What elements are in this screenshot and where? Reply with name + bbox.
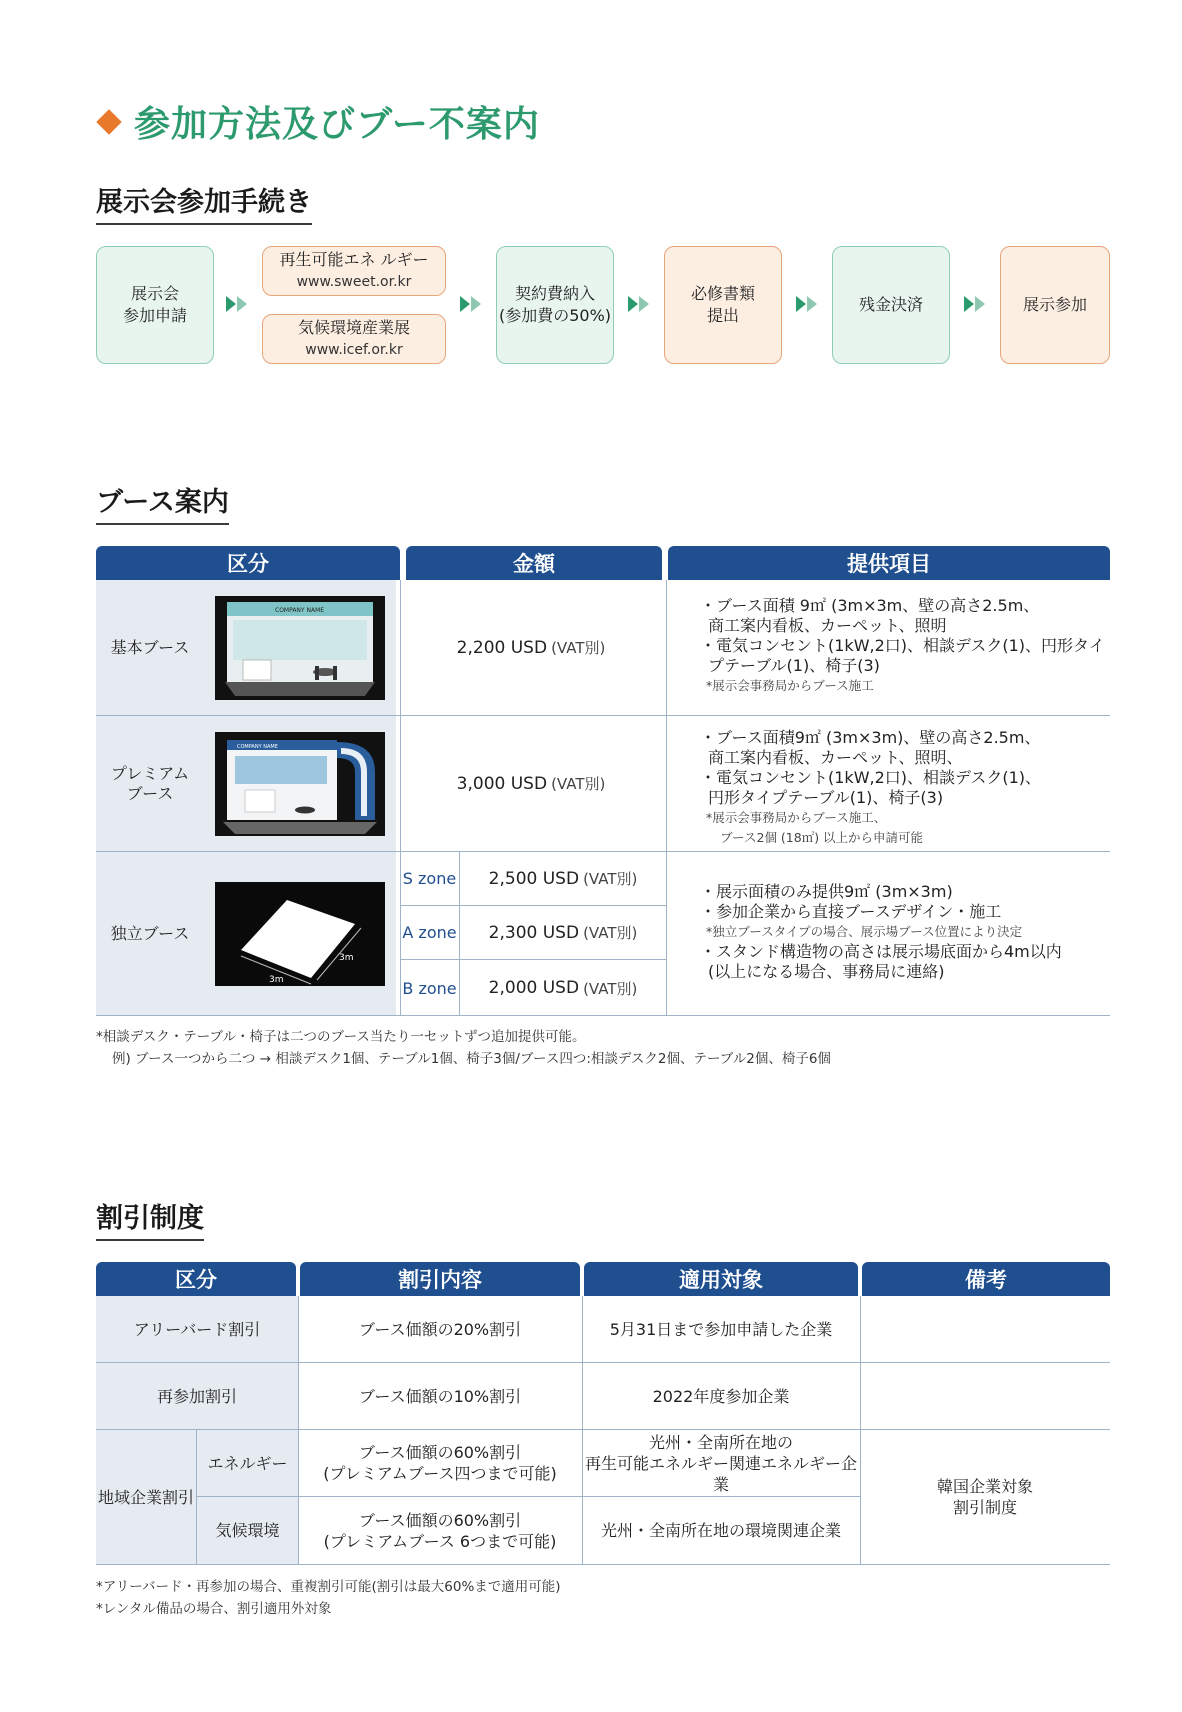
discount-name-regional: 地域企業割引 [96,1430,196,1564]
flow-site-sweet[interactable] [262,246,446,296]
booth-divider [400,580,401,1016]
discount-row-line [96,1362,1110,1363]
discount-footnote-line2: *レンタル備品の場合、割引適用外対象 [96,1601,332,1617]
booth-name-independent: 独立ブース [96,852,204,1015]
svg-text:3m: 3m [269,974,284,985]
discount-col-line [582,1296,583,1564]
booth-desc-basic: ・ブース面積 9㎡ (3m×3m、壁の高さ2.5m、 商工案内看板、カーペット、照明 ・電気コンセント(1kW,2口)、相談デスク(1)、円形タイ プテーブル(1)、椅子(3) *展示会事務局からブース施工 [700,596,1105,693]
booth-footnote [96,1026,831,1070]
booth-image-independent [204,852,396,1015]
diamond-icon [96,109,121,134]
booth-header-items: 提供項目 [668,546,1110,580]
booth-footnote-line1: *相談デスク・テーブル・椅子は二つのブース当たり一セットずつ追加提供可能。 [96,1029,586,1045]
discount-footnote-line1: *アリーバード・再参加の場合、重複割引可能(割引は最大60%まで適用可能) [96,1579,561,1595]
discount-footnote [96,1576,561,1620]
discount-sub-climate: 気候環境 [197,1497,298,1564]
zone-price-a: 2,300 USD (VAT別) [488,922,638,943]
discount-row-line [196,1496,860,1497]
zone-row-b [400,960,666,1016]
booth-name-basic: 基本ブース [96,580,204,715]
flow-site-icef[interactable] [262,314,446,364]
discount-col-line [860,1296,861,1564]
zone-price-b: 2,000 USD (VAT別) [488,978,638,998]
flow-arrow-icon [628,296,652,314]
discount-target-energy: 光州・全南所在地の 再生可能エネルギー関連エネルギー企業 [584,1432,857,1494]
discount-target-early: 5月31日まで参加申請した企業 [609,1319,833,1339]
page-title-text: 参加方法及びブー不案内 [134,104,540,145]
booth-row-premium [96,716,1110,852]
discount-sub-energy: エネルギー [197,1430,298,1496]
booth-divider [666,580,667,1016]
discount-name-early: アリーバード割引 [96,1296,298,1362]
flow-site-icef-url[interactable]: www.icef.or.kr [305,342,403,358]
flow-step-documents-line2: 提出 [706,306,739,325]
flow-step-apply [96,246,214,364]
discount-name-return: 再参加割引 [96,1363,298,1429]
booth-row-independent [96,852,1110,1016]
section-title-booth: ブース案内 [96,480,229,525]
page-title [96,96,540,147]
flow-step-contract-line1: 契約費納入 [514,284,595,303]
flow-step-balance [832,246,950,364]
booth-name-premium: プレミアム ブース [96,716,204,851]
flow-step-exhibit-line1: 展示参加 [1022,295,1087,314]
zone-label-b: B zone [400,960,460,1016]
svg-text:3m: 3m [339,952,354,963]
booth-header-price: 金額 [406,546,662,580]
booth-price-basic: 2,200 USD (VAT別) [456,637,606,658]
flow-site-icef-name: 気候環境産業展 [297,318,410,337]
booth-header-category: 区分 [96,546,400,580]
flow-arrow-icon [460,296,484,314]
discount-content-early: ブース価額の20%割引 [358,1319,522,1339]
flow-arrow-icon [226,296,250,314]
booth-desc-premium: ・ブース面積9㎡ (3m×3m)、壁の高さ2.5m、 商工案内看板、カーペット、照明、 ・電気コンセント(1kW,2口)、相談デスク(1)、 円形タイプテーブル(1)、椅子(3) *展示会事務局からブース施工、 ブース2個 (18㎡) 以上から申請可能 [700,728,1042,845]
zone-row-a [400,906,666,960]
discount-col-line [298,1296,299,1564]
svg-text:COMPANY NAME: COMPANY NAME [275,606,325,614]
discount-content-return: ブース価額の10%割引 [358,1386,522,1406]
discount-header-content: 割引内容 [300,1262,580,1296]
discount-content-energy: ブース価額の60%割引 (プレミアムブース四つまで可能) [323,1443,557,1483]
booth-image-basic [204,580,396,715]
section-title-procedure: 展示会参加手続き [96,180,312,225]
booth-footnote-line2: 例) ブース一つから二つ → 相談デスク1個、テーブル1個、椅子3個/ブース四つ:相談デスク2個、テーブル2個、椅子6個 [112,1051,831,1067]
flow-step-contract-line2: (参加費の50%) [498,306,612,325]
zone-price-s: 2,500 USD (VAT別) [488,868,638,889]
flow-step-contract [496,246,614,364]
zone-row-s [400,852,666,906]
booth-image-premium [204,716,396,851]
booth-row-basic [96,580,1110,716]
flow-site-sweet-name: 再生可能エネ ルギー [279,250,429,269]
procedure-flow [96,246,1110,364]
booth-price-premium: 3,000 USD (VAT別) [456,773,606,794]
flow-step-documents-line1: 必修書類 [690,284,755,303]
zone-label-s: S zone [400,852,460,905]
flow-site-sweet-url[interactable]: www.sweet.or.kr [296,274,412,290]
flow-step-exhibit [1000,246,1110,364]
discount-header-category: 区分 [96,1262,296,1296]
flow-arrow-icon [796,296,820,314]
section-title-discount: 割引制度 [96,1196,204,1241]
flow-step-apply-line1: 展示会 [130,284,179,303]
discount-target-return: 2022年度参加企業 [652,1386,790,1406]
flow-arrow-icon [964,296,988,314]
flow-step-apply-line2: 参加申請 [122,306,187,325]
discount-content-climate: ブース価額の60%割引 (プレミアムブース 6つまで可能) [323,1510,557,1551]
discount-col-line [196,1430,197,1564]
discount-row-line [96,1564,1110,1565]
flow-step-balance-line1: 残金決済 [858,295,923,314]
flow-step-documents [664,246,782,364]
discount-remarks-regional: 韓国企業対象 割引制度 [936,1477,1033,1517]
discount-header-target: 適用対象 [584,1262,858,1296]
booth-desc-independent: ・展示面積のみ提供9㎡ (3m×3m) ・参加企業から直接ブースデザイン・施工 *独立ブースタイプの場合、展示場ブース位置により決定 ・スタンド構造物の高さは展示場底面から4m以内 (以上になる場合、事務局に連絡) [700,882,1062,981]
discount-target-climate: 光州・全南所在地の環境関連企業 [600,1521,841,1540]
discount-header-remarks: 備考 [862,1262,1110,1296]
discount-row-line [96,1429,1110,1430]
svg-text:COMPANY NAME: COMPANY NAME [237,743,278,750]
zone-label-a: A zone [400,906,460,959]
